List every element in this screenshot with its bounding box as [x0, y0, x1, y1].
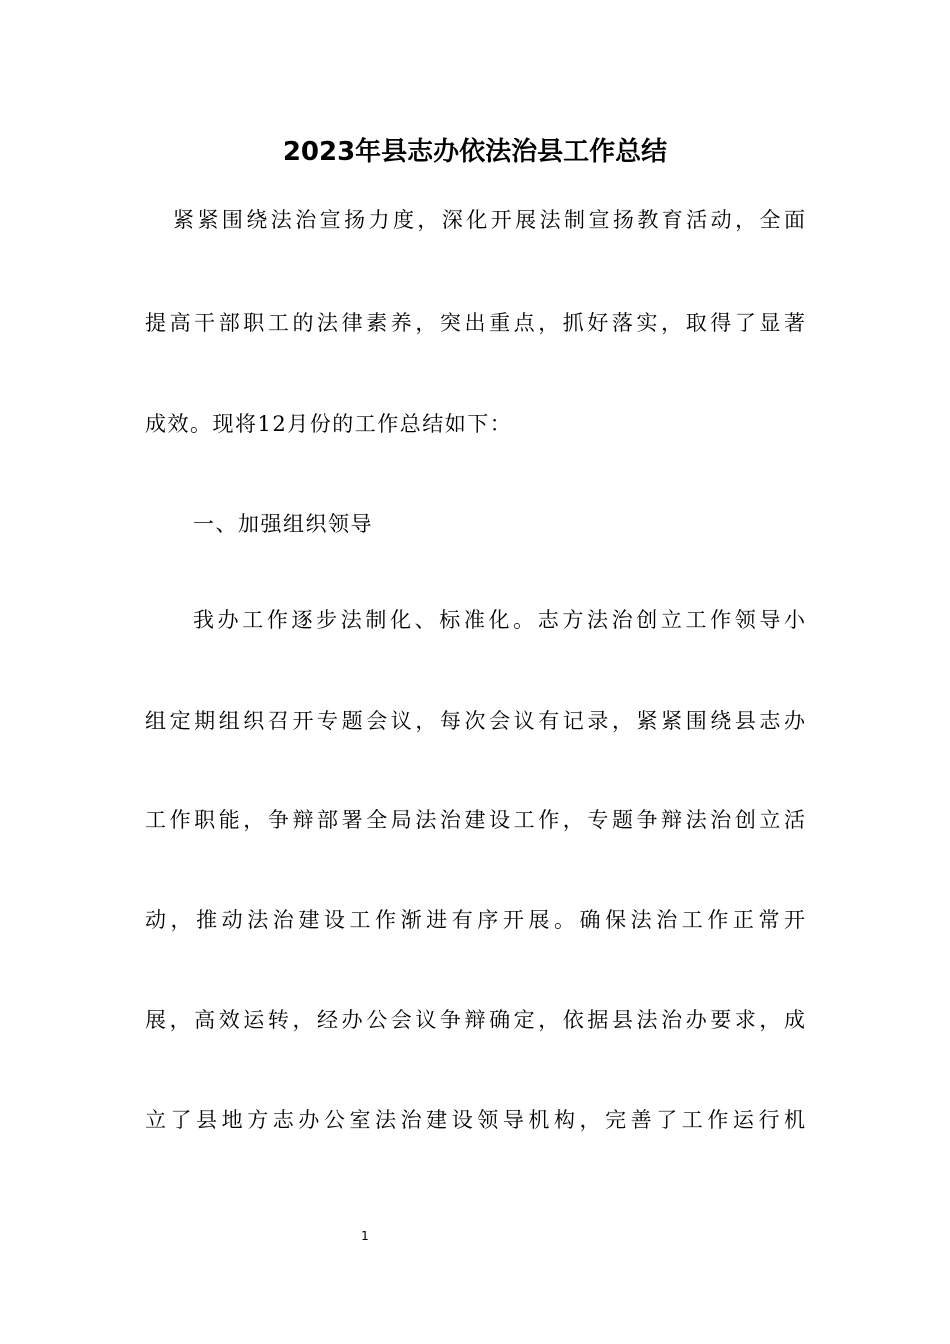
- section-heading: 一、加强组织领导: [193, 512, 373, 536]
- paragraph-line: 展，高效运转，经办公会议争辩确定，依据县法治办要求，成: [145, 1008, 805, 1032]
- paragraph-line: 我办工作逐步法制化、标准化。志方法治创立工作领导小: [193, 608, 805, 632]
- paragraph-line: 成效。现将12月份的工作总结如下：: [145, 412, 513, 436]
- paragraph-line: 立了县地方志办公室法治建设领导机构，完善了工作运行机: [145, 1108, 805, 1132]
- paragraph-line: 提高干部职工的法律素养，突出重点，抓好落实，取得了显著: [145, 311, 805, 335]
- paragraph-line: 紧紧围绕法治宣扬力度，深化开展法制宣扬教育活动，全面: [173, 208, 805, 232]
- paragraph-line: 工作职能，争辩部署全局法治建设工作，专题争辩法治创立活: [145, 808, 805, 832]
- page-number: 1: [361, 1229, 369, 1243]
- paragraph-line: 动，推动法治建设工作渐进有序开展。确保法治工作正常开: [145, 908, 805, 932]
- paragraph-line: 组定期组织召开专题会议，每次会议有记录，紧紧围绕县志办: [145, 709, 805, 733]
- document-title: 2023年县志办依法治县工作总结: [282, 137, 668, 167]
